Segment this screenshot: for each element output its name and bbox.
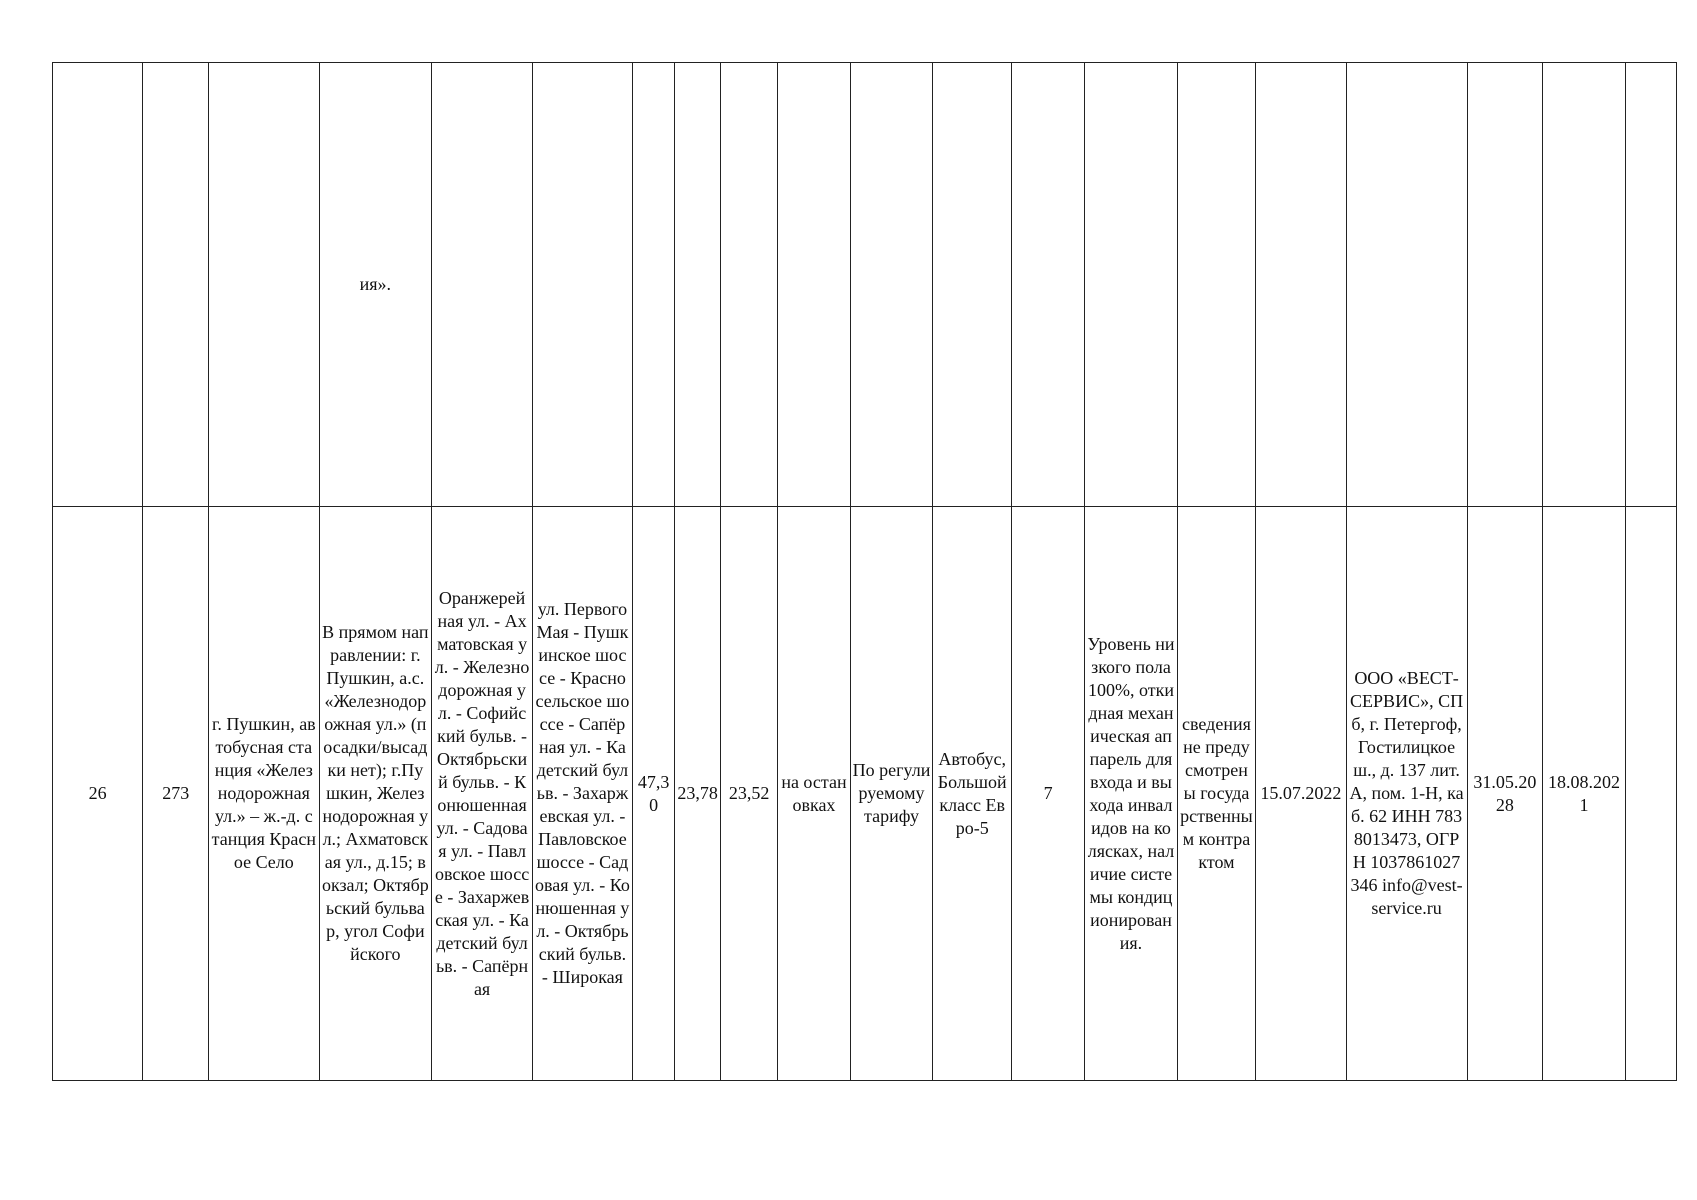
cell-stops <box>319 63 432 507</box>
route-number: 26 <box>88 783 107 803</box>
cell-vehicle-class <box>933 507 1012 1081</box>
cell-start-date <box>1256 507 1346 1081</box>
record-date: 18.08.2021 <box>1547 771 1620 815</box>
cell-carrier <box>1346 507 1467 1081</box>
cell-boarding-order <box>778 507 850 1081</box>
table-row <box>53 507 1677 1081</box>
cell-end-date <box>1467 63 1542 507</box>
end-date: 31.05.2028 <box>1473 771 1537 815</box>
boarding-order: на остановках <box>781 771 847 815</box>
cell-carrier <box>1346 63 1467 507</box>
streets-forward: Оранжерейная ул. - Ахматовская ул. - Железнодорожная ул. - Софийский бульв. - Октябрьский бульв. - Конюшенная ул. - Садовая ул. - Павловское шоссе - Захаржевская ул. - Кадетский бульв. - Сапёрная <box>434 587 530 999</box>
vehicle-count: 7 <box>1043 783 1053 803</box>
contract-info: сведения не предусмотрены государственным контрактом <box>1180 714 1253 872</box>
length-back: 23,78 <box>677 783 718 803</box>
length-other: 23,52 <box>728 783 770 803</box>
cell-route-name <box>209 507 319 1081</box>
cell-start-date <box>1256 63 1346 507</box>
cell-record-date <box>1543 63 1626 507</box>
cell-vehicle-features <box>1085 63 1177 507</box>
route-stops: В прямом направлении: г. Пушкин, а.с. «Железнодорожная ул.» (посадки/высадки нет); г.Пушкин, Железнодорожная ул.; Ахматовская ул., д.15; вокзал; Октябрьский бульвар, угол Софийского <box>321 622 429 964</box>
cell-streets-forward <box>432 507 533 1081</box>
streets-return: ул. Первого Мая - Пушкинское шоссе - Красносельское шоссе - Сапёрная ул. - Кадетский бульв. - Захаржевская ул. - Павловское шоссе - Садовая ул. - Конюшенная ул. - Октябрьский бульв. - Широкая <box>535 599 630 987</box>
cell-stops <box>319 507 432 1081</box>
cell-number <box>53 63 143 507</box>
route-name-tail: ия». <box>359 274 392 294</box>
route-name: г. Пушкин, автобусная станция «Железнодорожная ул.» – ж.-д. станция Красное Село <box>211 714 317 872</box>
cell-length-other <box>721 63 778 507</box>
cell-boarding-order <box>778 63 850 507</box>
tariff: По регулируемому тарифу <box>852 760 931 826</box>
cell-tariff <box>850 507 933 1081</box>
vehicle-features: Уровень низкого пола 100%, откидная механическая аппарель для входа и выхода инвалидов на колясках, наличие системы кондиционирования. <box>1087 633 1175 953</box>
cell-contract-info <box>1177 63 1256 507</box>
cell-length-other <box>721 507 778 1081</box>
cell-streets-return <box>533 63 633 507</box>
cell-route-name <box>209 63 319 507</box>
start-date: 15.07.2022 <box>1260 783 1342 803</box>
cell-length-forward <box>632 63 674 507</box>
cell-vehicle-count <box>1012 507 1085 1081</box>
route-register-table <box>52 62 1677 1081</box>
cell-extra <box>1625 63 1676 507</box>
cell-record-date <box>1543 507 1626 1081</box>
cell-registration-number <box>143 63 209 507</box>
cell-extra <box>1625 507 1676 1081</box>
cell-number <box>53 507 143 1081</box>
carrier-info: ООО «ВЕСТ-СЕРВИС», СПб, г. Петергоф, Гостилицкое ш., д. 137 лит. А, пом. 1-Н, каб. 62 ИНН 7838013473, ОГРН 1037861027346 info@vest-service.ru <box>1349 668 1464 918</box>
cell-contract-info <box>1177 507 1256 1081</box>
cell-length-back <box>675 63 721 507</box>
length-forward: 47,30 <box>637 771 670 815</box>
cell-vehicle-features <box>1085 507 1177 1081</box>
cell-length-back <box>675 507 721 1081</box>
cell-length-forward <box>632 507 674 1081</box>
cell-streets-return <box>533 507 633 1081</box>
cell-end-date <box>1467 507 1542 1081</box>
cell-vehicle-count <box>1012 63 1085 507</box>
vehicle-class: Автобус, Большой класс Евро-5 <box>937 748 1007 838</box>
cell-registration-number <box>143 507 209 1081</box>
cell-streets-forward <box>432 63 533 507</box>
cell-tariff <box>850 63 933 507</box>
cell-vehicle-class <box>933 63 1012 507</box>
table-row <box>53 63 1677 507</box>
registration-number: 273 <box>162 783 190 803</box>
